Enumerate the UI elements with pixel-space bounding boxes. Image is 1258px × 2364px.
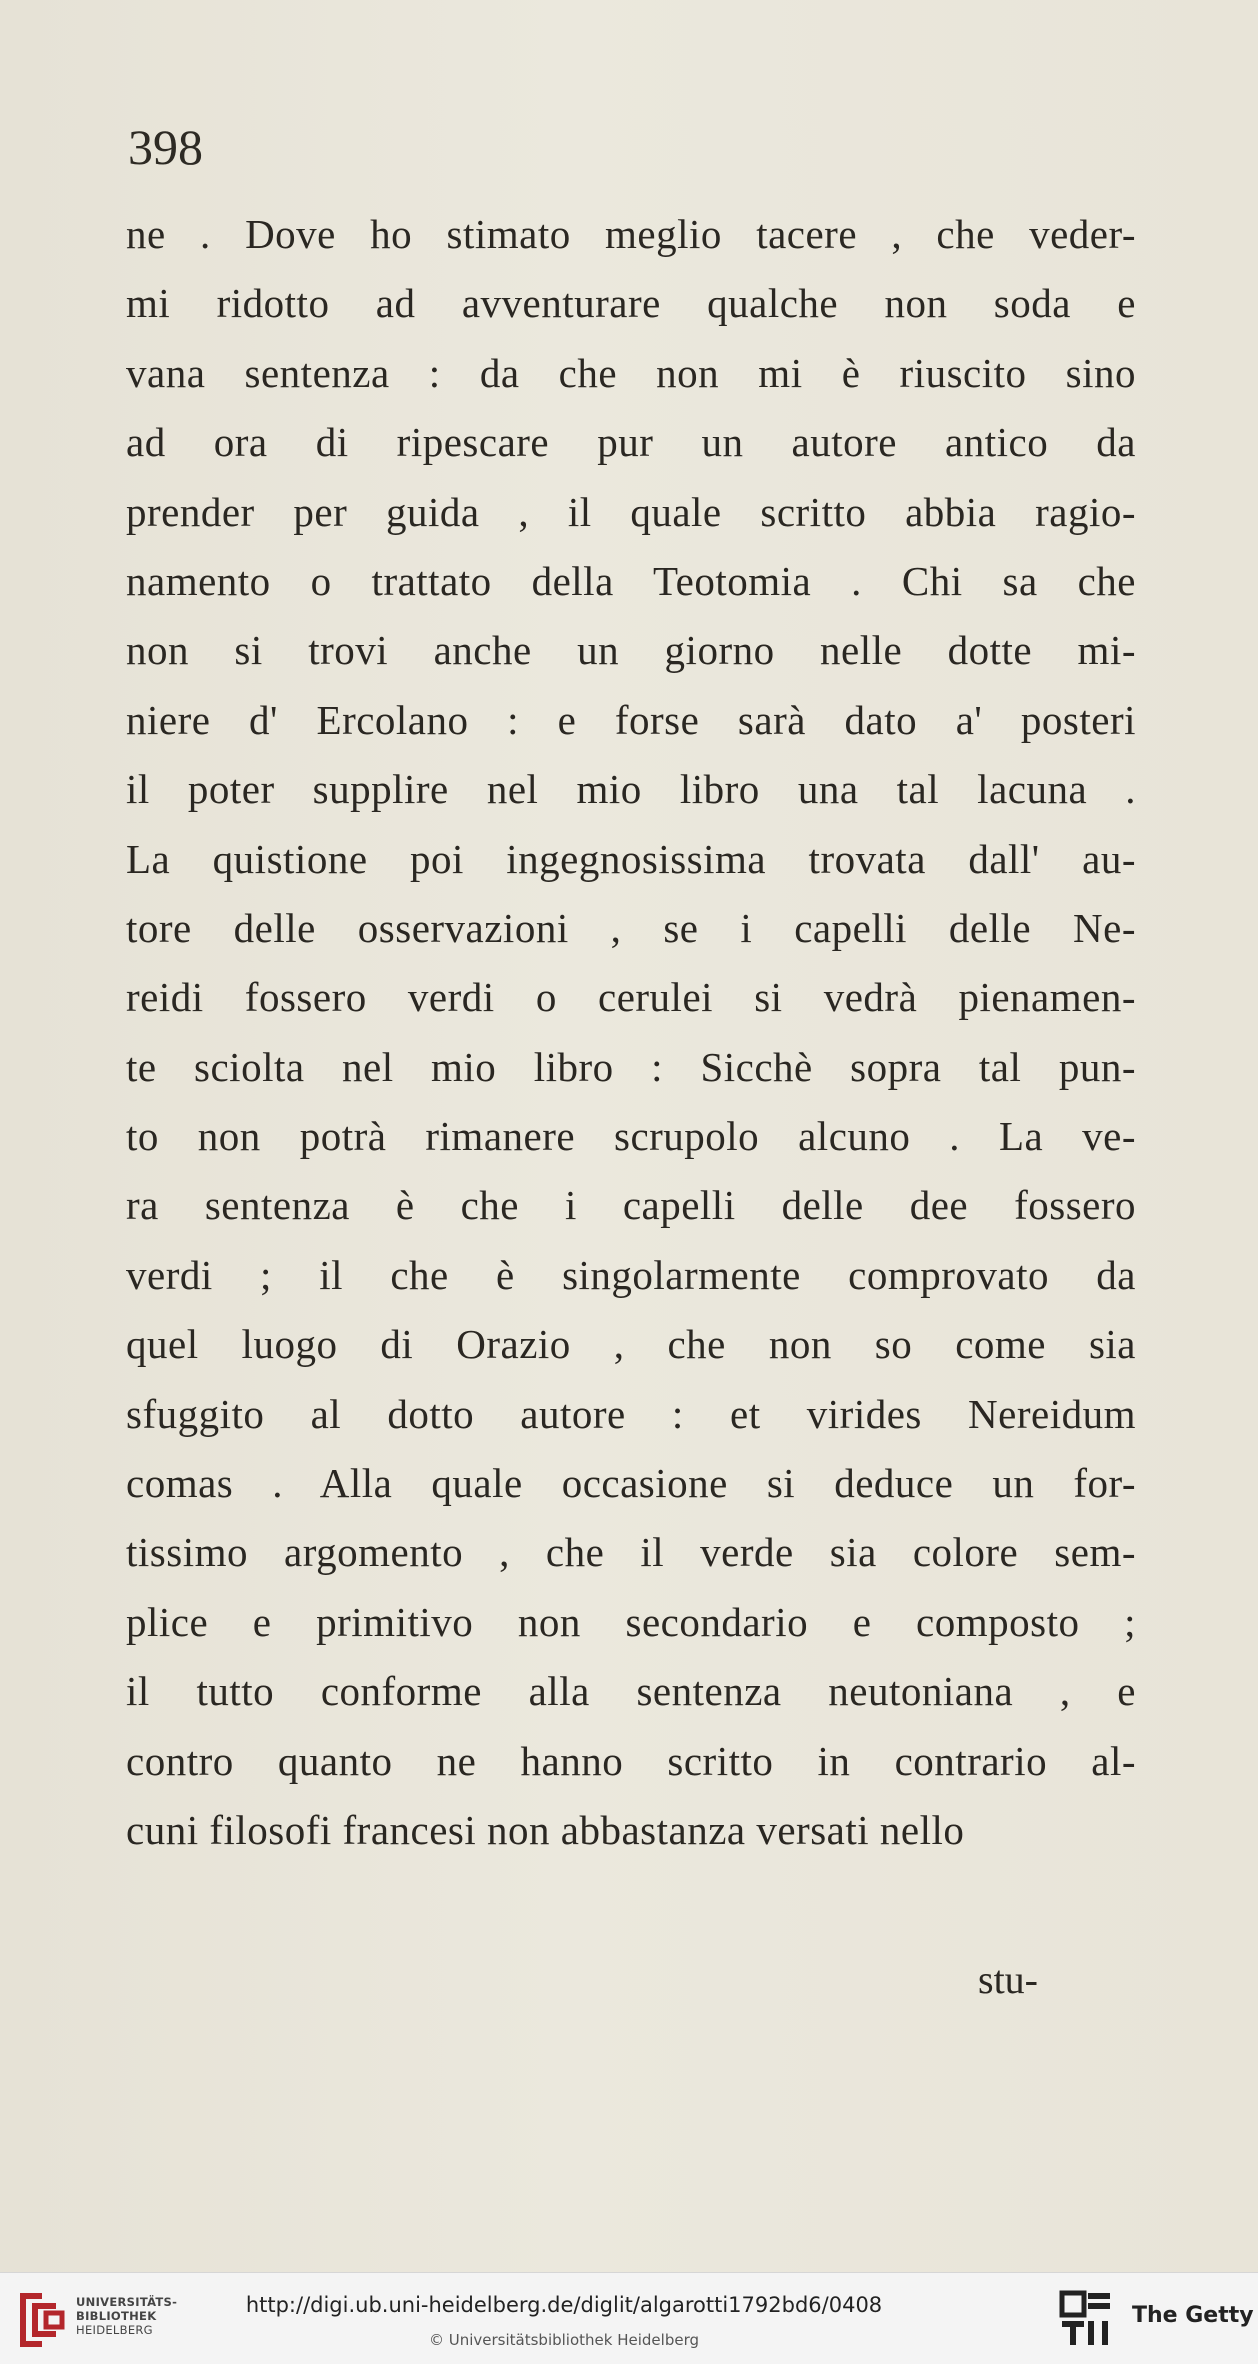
getty-name: The Getty [1132,2303,1254,2328]
text-line: te sciolta nel mio libro : Sicchè sopra tal pun- [126,1043,1136,1090]
text-line: vana sentenza : da che non mi è riuscito sino [126,349,1136,396]
text-line: contro quanto ne hanno scritto in contrario al- [126,1737,1136,1784]
library-name-line: HEIDELBERG [76,2323,153,2337]
text-line: comas . Alla quale occasione si deduce un for- [126,1460,1136,1507]
text-line: reidi fossero verdi o cerulei si vedrà pienamen- [126,974,1136,1021]
text-line: tissimo argomento , che il verde sia colore sem- [126,1529,1136,1576]
text-line: prender per guida , il quale scritto abbia ragio- [126,488,1136,535]
text-line: niere d' Ercolano : e forse sarà dato a' posteri [126,696,1136,743]
text-line: to non potrà rimanere scrupolo alcuno . La ve- [126,1113,1136,1160]
text-line: quel luogo di Orazio , che non so come sia [126,1321,1136,1368]
permalink-url[interactable]: http://digi.ub.uni-heidelberg.de/diglit/algarotti1792bd6/0408 [245,2293,883,2317]
text-line: plice e primitivo non secondario e composto ; [126,1598,1136,1645]
copyright-notice: © Universitätsbibliothek Heidelberg [428,2331,699,2349]
catchword: stu- [978,1957,1038,2002]
text-line: non si trovi anche un giorno nelle dotte mi- [126,627,1136,674]
text-line: mi ridotto ad avventurare qualche non soda e [126,280,1136,327]
text-line: sfuggito al dotto autore : et virides Nereidum [126,1390,1136,1437]
text-line: La quistione poi ingegnosissima trovata dall' au- [126,835,1136,882]
body-text [126,200,1136,1865]
text-line: ra sentenza è che i capelli delle dee fossero [126,1182,1136,1229]
text-line: il tutto conforme alla sentenza neutoniana , e [126,1668,1136,1715]
text-line: ne . Dove ho stimato meglio tacere , che veder- [126,211,1136,257]
text-line: ad ora di ripescare pur un autore antico da [126,419,1136,466]
library-name-line: BIBLIOTHEK [76,2309,157,2323]
text-line: verdi ; il che è singolarmente comprovato da [126,1251,1136,1298]
page-number: 398 [128,119,203,175]
text-line: tore delle osservazioni , se i capelli delle Ne- [126,904,1136,951]
getty-logo-icon [1058,2289,1114,2349]
text-line: il poter supplire nel mio libro una tal lacuna . [126,766,1136,813]
footer-bar [0,2272,1258,2364]
text-line: cuni filosofi francesi non abbastanza versati nello [126,1806,965,1853]
text-line: namento o trattato della Teotomia . Chi sa che [126,557,1136,604]
library-name-line: UNIVERSITÄTS- [76,2295,178,2309]
